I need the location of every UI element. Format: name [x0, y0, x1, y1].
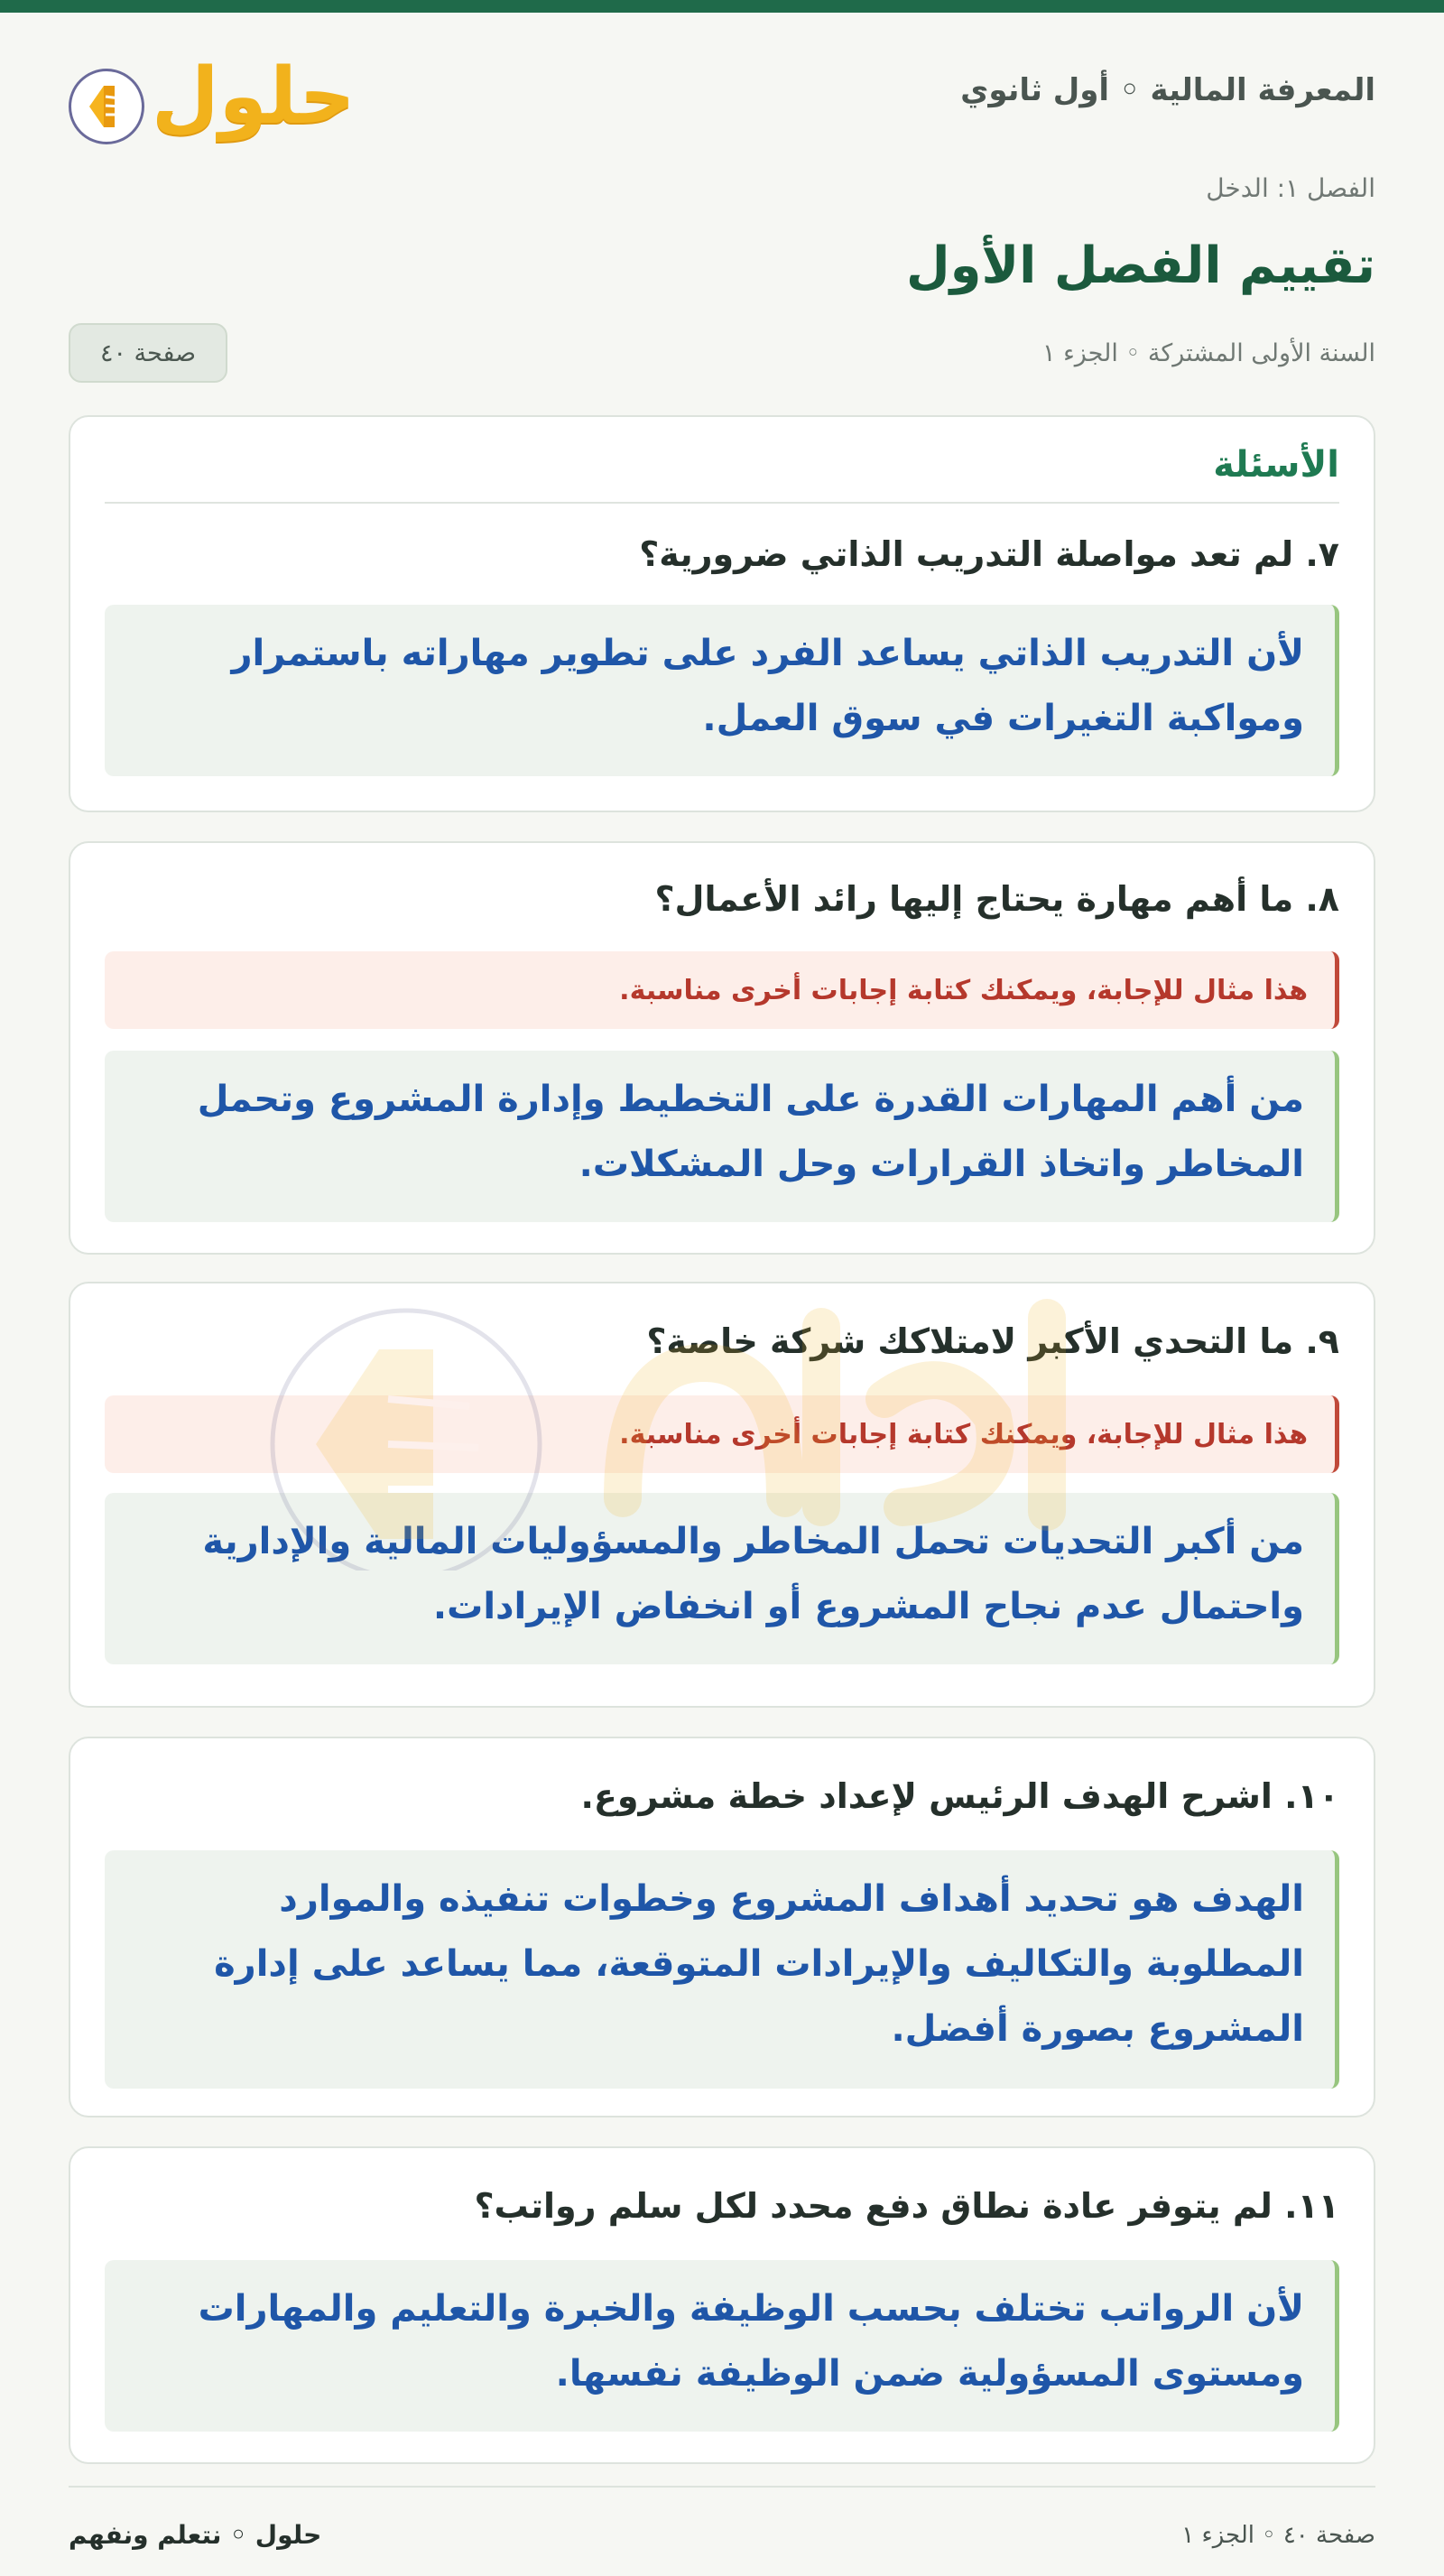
page-title: تقييم الفصل الأول [906, 236, 1375, 295]
question-text: ٧. لم تعد مواصلة التدريب الذاتي ضرورية؟ [639, 534, 1339, 574]
section-divider [105, 502, 1339, 504]
footer-divider [69, 2486, 1375, 2488]
question-card [69, 1282, 1375, 1708]
page-badge: صفحة ٤٠ [69, 323, 227, 383]
question-card [69, 1737, 1375, 2117]
answer-box: من أهم المهارات القدرة على التخطيط وإدارة المشروع وتحمل المخاطر واتخاذ القرارات وحل المشكلات. [105, 1051, 1339, 1222]
section-heading: الأسئلة [1213, 444, 1339, 486]
footer-page-info: صفحة ٤٠ ◦ الجزء ١ [1181, 2522, 1375, 2549]
question-text: ١١. لم يتوفر عادة نطاق دفع محدد لكل سلم رواتب؟ [474, 2186, 1339, 2226]
question-text: ٩. ما التحدي الأكبر لامتلاكك شركة خاصة؟ [646, 1321, 1339, 1361]
sample-answer-note: هذا مثال للإجابة، ويمكنك كتابة إجابات أخرى مناسبة. [105, 1395, 1339, 1473]
question-card [69, 415, 1375, 812]
page [69, 13, 1375, 2576]
question-card [69, 2146, 1375, 2464]
answer-box: الهدف هو تحديد أهداف المشروع وخطوات تنفيذه والموارد المطلوبة والتكاليف والإيرادات المتوقعة، مما يساعد على إدارة المشروع بصورة أفضل. [105, 1850, 1339, 2089]
footer-brand: حلول ◦ نتعلم ونفهم [69, 2520, 322, 2550]
chapter-label: الفصل ١: الدخل [1206, 173, 1375, 203]
answer-box: من أكبر التحديات تحمل المخاطر والمسؤوليات المالية والإدارية واحتمال عدم نجاح المشروع أو انخفاض الإيرادات. [105, 1493, 1339, 1664]
sample-answer-note: هذا مثال للإجابة، ويمكنك كتابة إجابات أخرى مناسبة. [105, 951, 1339, 1029]
logo-wordmark: حلول [152, 51, 356, 142]
book-icon [69, 69, 144, 144]
answer-box: لأن الرواتب تختلف بحسب الوظيفة والخبرة والتعليم والمهارات ومستوى المسؤولية ضمن الوظيفة نفسها. [105, 2260, 1339, 2432]
book-meta: السنة الأولى المشتركة ◦ الجزء ١ [1041, 339, 1375, 367]
question-text: ١٠. اشرح الهدف الرئيس لإعداد خطة مشروع. [580, 1776, 1339, 1816]
top-accent-bar [0, 0, 1444, 13]
question-text: ٨. ما أهم مهارة يحتاج إليها رائد الأعمال؟ [654, 879, 1339, 919]
logo [69, 47, 356, 146]
answer-box: لأن التدريب الذاتي يساعد الفرد على تطوير مهاراته باستمرار ومواكبة التغيرات في سوق العمل. [105, 605, 1339, 776]
question-card [69, 841, 1375, 1255]
subject-title: المعرفة المالية ◦ أول ثانوي [960, 72, 1375, 108]
page-header [69, 13, 1375, 166]
